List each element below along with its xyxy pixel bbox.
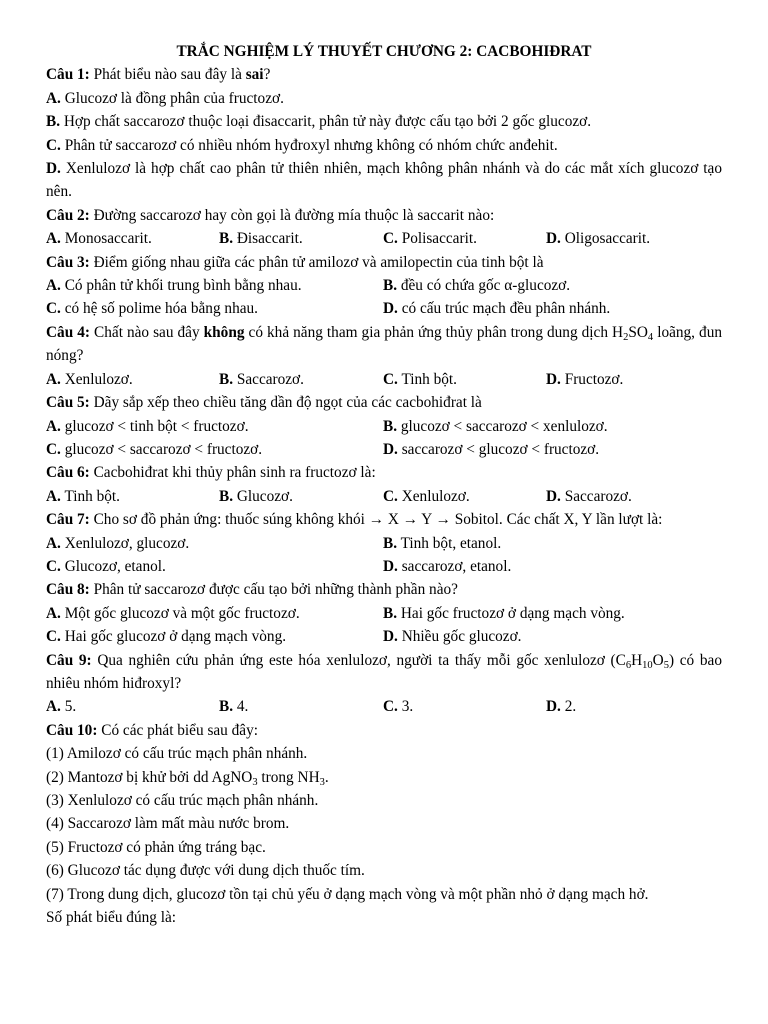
option-8c: C. Hai gốc glucozơ ở dạng mạch vòng.	[46, 628, 287, 646]
statement-1: (1) Amilozơ có cấu trúc mạch phân nhánh.	[46, 745, 308, 763]
options-5-cd	[46, 438, 722, 461]
option-9a: A. 5.	[46, 698, 77, 716]
question-label: Câu 1:	[46, 66, 90, 84]
question-6	[46, 461, 722, 484]
option-9d: D. 2.	[546, 698, 577, 716]
option-7b: B. Tinh bột, etanol.	[383, 534, 502, 552]
option-7a: A. Xenlulozơ, glucozơ.	[46, 534, 190, 552]
option-3d: D. có cấu trúc mạch đều phân nhánh.	[383, 300, 611, 318]
question-label: Câu 3:	[46, 253, 90, 271]
option-2a: A. Monosaccarit.	[46, 230, 152, 248]
question-text: Điểm giống nhau giữa các phân tử amilozơ và amilopectin của tinh bột là	[93, 253, 544, 271]
question-9: Câu 9: Qua nghiên cứu phản ứng este hóa xenlulozơ, người ta thấy mỗi gốc xenlulozơ $(C_6H_{10}O_5)$ có bao nhiêu nhóm hiđroxyl?	[46, 651, 722, 692]
page-title: TRẮC NGHIỆM LÝ THUYẾT CHƯƠNG 2: CACBOHIĐRAT	[176, 43, 592, 60]
option-8b: B. Hai gốc fructozơ ở dạng mạch vòng.	[383, 604, 625, 622]
options-9	[46, 695, 722, 718]
option-4a: A. Xenlulozơ.	[46, 370, 133, 388]
option-4c: C. Tinh bột.	[383, 370, 457, 388]
statement-2: (2) Mantozơ bị khử bởi dd AgNO$_3$ trong $NH_3$.	[46, 768, 329, 788]
option-4d: D. Fructozơ.	[546, 370, 624, 388]
option-9b: B. 4.	[219, 698, 249, 716]
question-emphasis: sai	[245, 66, 264, 84]
options-6	[46, 485, 722, 508]
question-3	[46, 251, 722, 274]
options-7-cd	[46, 555, 722, 578]
option-4b: B. Saccarozơ.	[219, 370, 304, 388]
option-1a: A. Glucozơ là đồng phân của fructozơ.	[46, 89, 284, 107]
question-emphasis: không	[203, 323, 245, 341]
option-5d: D. saccarozơ < glucozơ < fructozơ.	[383, 440, 600, 458]
options-4	[46, 368, 722, 391]
question-text: Có các phát biểu sau đây:	[101, 721, 258, 739]
question-label: Câu 7:	[46, 511, 90, 529]
option-1b: B. Hợp chất saccarozơ thuộc loại đisaccarit, phân tử này được cấu tạo bởi 2 gốc glucozơ.	[46, 113, 592, 131]
option-7d: D. saccarozơ, etanol.	[383, 557, 512, 575]
question-label: Câu 2:	[46, 206, 90, 224]
option-1c: C. Phân tử saccarozơ có nhiều nhóm hyđroxyl nhưng không có nhóm chức anđehit.	[46, 136, 558, 154]
options-5-ab	[46, 415, 722, 438]
question-10-prompt: Số phát biểu đúng là:	[46, 909, 177, 927]
question-8	[46, 578, 722, 601]
statement-6: (6) Glucozơ tác dụng được với dung dịch thuốc tím.	[46, 862, 365, 880]
option-3c: C. có hệ số polime hóa bằng nhau.	[46, 300, 258, 318]
question-text: Cacbohiđrat khi thủy phân sinh ra fructozơ là:	[93, 464, 376, 482]
option-1d: D. Xenlulozơ là hợp chất cao phân tử thiên nhiên, mạch không phân nhánh và do các mắt xích glucozơ tạo nên.	[46, 160, 722, 201]
option-6a: A. Tinh bột.	[46, 487, 120, 505]
question-10	[46, 719, 722, 742]
option-7c: C. Glucozơ, etanol.	[46, 557, 166, 575]
option-8a: A. Một gốc glucozơ và một gốc fructozơ.	[46, 604, 300, 622]
statement-4: (4) Saccarozơ làm mất màu nước brom.	[46, 815, 290, 833]
question-7	[46, 508, 722, 531]
question-label: Câu 9:	[46, 651, 92, 669]
question-text: Cho sơ đồ phản ứng: thuốc súng không khói → X → Y → Sobitol. Các chất X, Y lần lượt là:	[93, 511, 663, 529]
question-text: Đường saccarozơ hay còn gọi là đường mía thuộc là saccarit nào:	[93, 206, 495, 224]
option-8d: D. Nhiều gốc glucozơ.	[383, 628, 522, 646]
question-text: Qua nghiên cứu phản ứng este hóa xenlulozơ, người ta thấy mỗi gốc xenlulozơ (	[97, 651, 616, 669]
question-text: Phát biểu nào sau đây là	[93, 66, 246, 84]
option-6b: B. Glucozơ.	[219, 487, 293, 505]
option-2b: B. Đisaccarit.	[219, 230, 303, 248]
question-text: Phân tử saccarozơ được cấu tạo bởi những thành phần nào?	[93, 581, 458, 599]
option-3a: A. Có phân tử khối trung bình bằng nhau.	[46, 277, 302, 295]
question-text: Dãy sắp xếp theo chiều tăng dần độ ngọt của các cacbohiđrat là	[93, 394, 482, 412]
question-1: Câu 1: Phát biểu nào sau đây là sai?	[46, 66, 271, 84]
option-9c: C. 3.	[383, 698, 414, 716]
options-3-ab	[46, 274, 722, 297]
option-3b: B. đều có chứa gốc α-glucozơ.	[383, 277, 571, 295]
question-text: Chất nào sau đây	[94, 323, 204, 341]
question-label: Câu 4:	[46, 323, 90, 341]
options-3-cd	[46, 297, 722, 320]
option-2d: D. Oligosaccarit.	[546, 230, 651, 248]
options-8-cd	[46, 625, 722, 648]
question-label: Câu 8:	[46, 581, 90, 599]
question-label: Câu 10:	[46, 721, 98, 739]
statement-5: (5) Fructozơ có phản ứng tráng bạc.	[46, 838, 266, 856]
question-5	[46, 391, 722, 414]
question-2	[46, 204, 722, 227]
options-7-ab	[46, 532, 722, 555]
option-2c: C. Polisaccarit.	[383, 230, 477, 248]
option-6c: C. Xenlulozơ.	[383, 487, 470, 505]
statement-7: (7) Trong dung dịch, glucozơ tồn tại chủ yếu ở dạng mạch vòng và một phần nhỏ ở dạng mạch hở.	[46, 885, 649, 903]
option-5c: C. glucozơ < saccarozơ < fructozơ.	[46, 440, 263, 458]
option-5a: A. glucozơ < tinh bột < fructozơ.	[46, 417, 249, 435]
question-label: Câu 5:	[46, 394, 90, 412]
options-2	[46, 227, 722, 250]
question-label: Câu 6:	[46, 464, 90, 482]
option-5b: B. glucozơ < saccarozơ < xenlulozơ.	[383, 417, 608, 435]
option-6d: D. Saccarozơ.	[546, 487, 632, 505]
question-4: Câu 4: Chất nào sau đây không có khả năng tham gia phản ứng thủy phân trong dung dịch $H_2SO_4$ loãng, đun nóng?	[46, 323, 722, 365]
options-8-ab	[46, 602, 722, 625]
statement-3: (3) Xenlulozơ có cấu trúc mạch phân nhánh.	[46, 792, 319, 809]
